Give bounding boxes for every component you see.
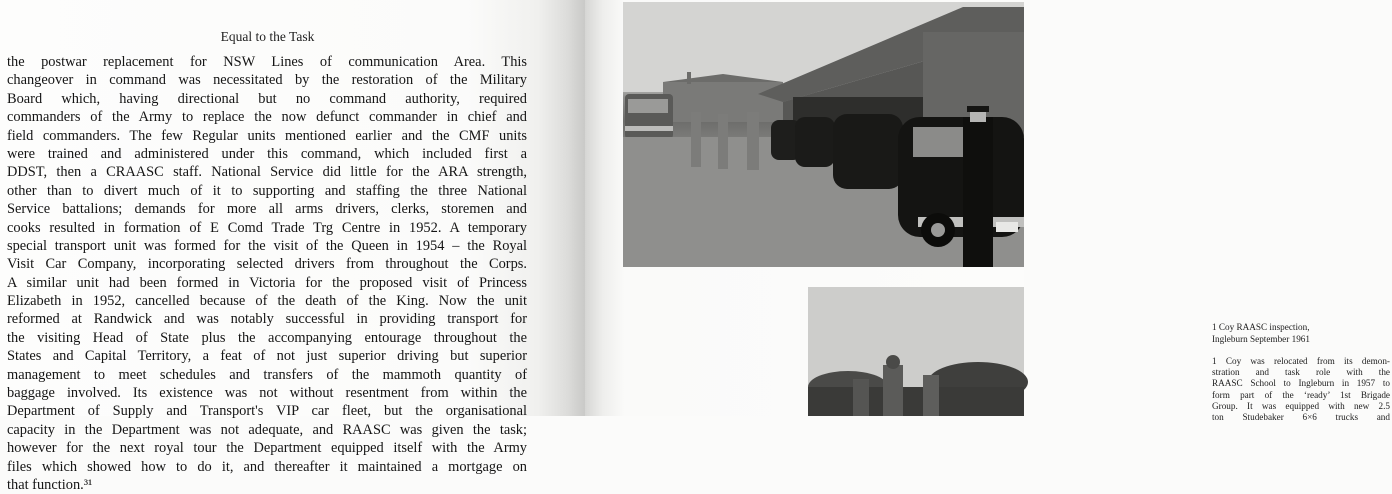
body-line: commanders of the Army to replace the now defunct commander in chief and [7, 109, 527, 126]
photo-caption-title [1212, 322, 1392, 345]
caption-body-line: 1 Coy was relocated from its demon- [1212, 356, 1390, 366]
body-line: Board which, having directional but no command authority, required [7, 90, 527, 107]
left-page [0, 0, 585, 493]
inspection-illustration [808, 287, 1024, 416]
body-line: that function.³¹ [7, 476, 93, 493]
body-line: were trained and administered under this command, which included first a [7, 145, 527, 162]
caption-body-line: ton Studebaker 6×6 trucks and [1212, 411, 1390, 422]
body-line: Department of Supply and Transport's VIP car fleet, but the organisational [7, 403, 527, 420]
photo-caption-body [1212, 356, 1390, 423]
body-line: Elizabeth in 1952, cancelled because of the death of the King. Now the unit [7, 293, 527, 310]
caption-title-line: 1 Coy RAASC inspection, [1212, 322, 1310, 332]
caption-body-line: RAASC School to Ingleburn in 1957 to [1212, 378, 1390, 389]
body-text [7, 53, 527, 494]
body-line: capacity in the Department was not adequate, and RAASC was given the task; [7, 421, 527, 438]
body-line: changeover in command was necessitated by the restoration of the Military [7, 72, 527, 89]
body-line: A similar unit had been formed in Victoria for the proposed visit of Princess [7, 274, 527, 291]
caption-title-line: Ingleburn September 1961 [1212, 333, 1310, 344]
body-line: cooks resulted in formation of E Comd Trade Trg Centre in 1952. A temporary [7, 219, 527, 236]
body-line: baggage involved. Its existence was not without resentment from within the [7, 385, 527, 402]
body-line: field commanders. The few Regular units mentioned earlier and the CMF units [7, 127, 527, 144]
running-head: Equal to the Task [220, 29, 315, 44]
body-line: the visiting Head of State plus the accompanying entourage throughout the [7, 329, 527, 346]
body-line: however for the next royal tour the Department equipped itself with the Army [7, 440, 527, 457]
body-line: the postwar replacement for NSW Lines of communication Area. This [7, 54, 527, 70]
body-line: States and Capital Territory, a feat of not just superior driving but superior [7, 348, 527, 365]
caption-body-line: stration and task role with the [1212, 367, 1390, 378]
photo-car-lineup [623, 2, 1024, 267]
car-lineup-illustration [623, 2, 1024, 267]
body-line: Service battalions; demands for more all arms drivers, clerks, storemen and [7, 201, 527, 218]
body-line: DDST, then a CRAASC staff. National Service did little for the ARA strength, [7, 164, 527, 181]
photo-inspection [808, 287, 1024, 416]
body-line: management to meet schedules and transfers of the mammoth quantity of [7, 366, 527, 383]
body-line: Visit Car Company, incorporating selected drivers from throughout the Corps. [7, 256, 527, 273]
caption-body-line: Group. It was equipped with new 2.5 [1212, 400, 1390, 411]
right-page [585, 0, 1390, 422]
body-line: other than to divert much of it to supporting and staffing the three National [7, 182, 527, 199]
caption-body-line: form part of the ‘ready’ 1st Brigade [1212, 389, 1390, 400]
body-line: files which showed how to do it, and thereafter it maintained a mortgage on [7, 458, 527, 475]
body-line: special transport unit was formed for the visit of the Queen in 1954 – the Royal [7, 237, 527, 254]
body-line: reformed at Randwick and was notably successful in providing transport for [7, 311, 527, 328]
